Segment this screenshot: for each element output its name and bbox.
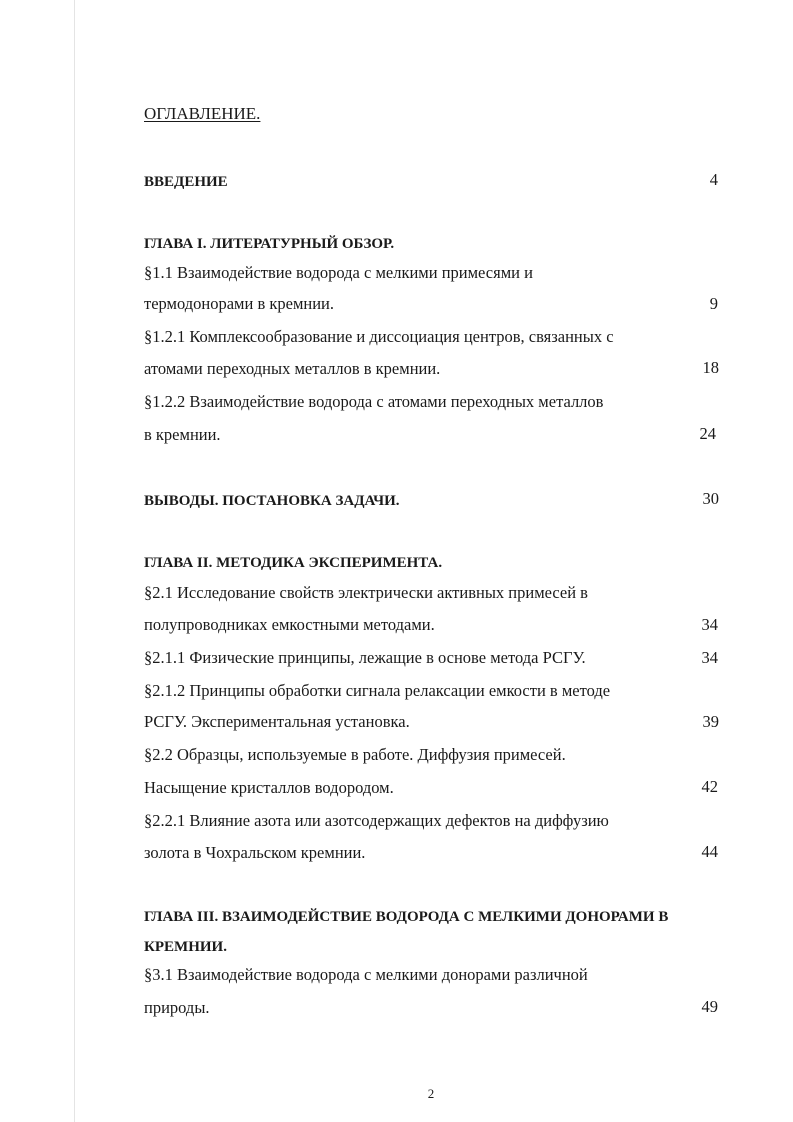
chapter1-title: ГЛАВА I. ЛИТЕРАТУРНЫЙ ОБЗОР. [144, 236, 395, 252]
toc-intro-label: ВВЕДЕНИЕ [144, 174, 228, 190]
toc-entry-1-2-1-line1: §1.2.1 Комплексообразование и диссоциация центров, связанных с [144, 327, 614, 346]
toc-entry-2-2-page: 42 [701, 777, 718, 796]
toc-entry-2-1-line2: полупроводниках емкостными методами. [144, 615, 435, 634]
conclusions-page: 30 [702, 489, 719, 508]
toc-entry-2-1-1-page: 34 [701, 648, 718, 667]
toc-entry-2-2-1-line2: золота в Чохральском кремнии. [144, 843, 366, 862]
toc-entry-1-2-1-page: 18 [702, 358, 719, 377]
toc-entry-2-1-2-page: 39 [702, 712, 719, 731]
chapter2-title: ГЛАВА II. МЕТОДИКА ЭКСПЕРИМЕНТА. [144, 555, 443, 571]
toc-entry-2-1-2-line2: РСГУ. Экспериментальная установка. [144, 712, 410, 731]
toc-entry-2-2-line2: Насыщение кристаллов водородом. [144, 778, 394, 797]
toc-entry-1-2-2-line2: в кремнии. [144, 425, 221, 444]
toc-entry-1-2-1-line2: атомами переходных металлов в кремнии. [144, 359, 441, 378]
toc-title: ОГЛАВЛЕНИЕ. [144, 104, 261, 123]
toc-entry-1-1-line2: термодонорами в кремнии. [144, 294, 335, 313]
conclusions-label: ВЫВОДЫ. ПОСТАНОВКА ЗАДАЧИ. [144, 493, 400, 509]
toc-entry-2-1-page: 34 [701, 615, 718, 634]
scan-edge-line [74, 0, 75, 1122]
chapter3-title-line2: КРЕМНИИ. [144, 939, 227, 955]
toc-entry-1-2-2-page: 24 [699, 424, 716, 443]
toc-entry-1-1-line1: §1.1 Взаимодействие водорода с мелкими примесями и [144, 263, 533, 282]
toc-entry-2-1-2-line1: §2.1.2 Принципы обработки сигнала релаксации емкости в методе [144, 681, 611, 700]
toc-entry-2-2-line1: §2.2 Образцы, используемые в работе. Диффузия примесей. [144, 745, 566, 764]
toc-entry-1-2-2-line1: §1.2.2 Взаимодействие водорода с атомами переходных металлов [144, 392, 604, 411]
toc-entry-3-1-line1: §3.1 Взаимодействие водорода с мелкими донорами различной [144, 965, 588, 984]
toc-entry-1-1-page: 9 [709, 294, 718, 313]
chapter3-title-line1: ГЛАВА III. ВЗАИМОДЕЙСТВИЕ ВОДОРОДА С МЕЛКИМИ ДОНОРАМИ В [144, 909, 669, 925]
toc-entry-3-1-line2: природы. [144, 998, 210, 1017]
toc-intro-page: 4 [709, 170, 718, 189]
toc-entry-2-2-1-line1: §2.2.1 Влияние азота или азотсодержащих дефектов на диффузию [144, 811, 609, 830]
toc-entry-2-1-line1: §2.1 Исследование свойств электрически активных примесей в [144, 583, 588, 602]
toc-entry-3-1-page: 49 [701, 997, 718, 1016]
toc-entry-2-1-1-line1: §2.1.1 Физические принципы, лежащие в основе метода РСГУ. [144, 648, 586, 667]
toc-entry-2-2-1-page: 44 [701, 842, 718, 861]
page-number: 2 [427, 1086, 435, 1101]
